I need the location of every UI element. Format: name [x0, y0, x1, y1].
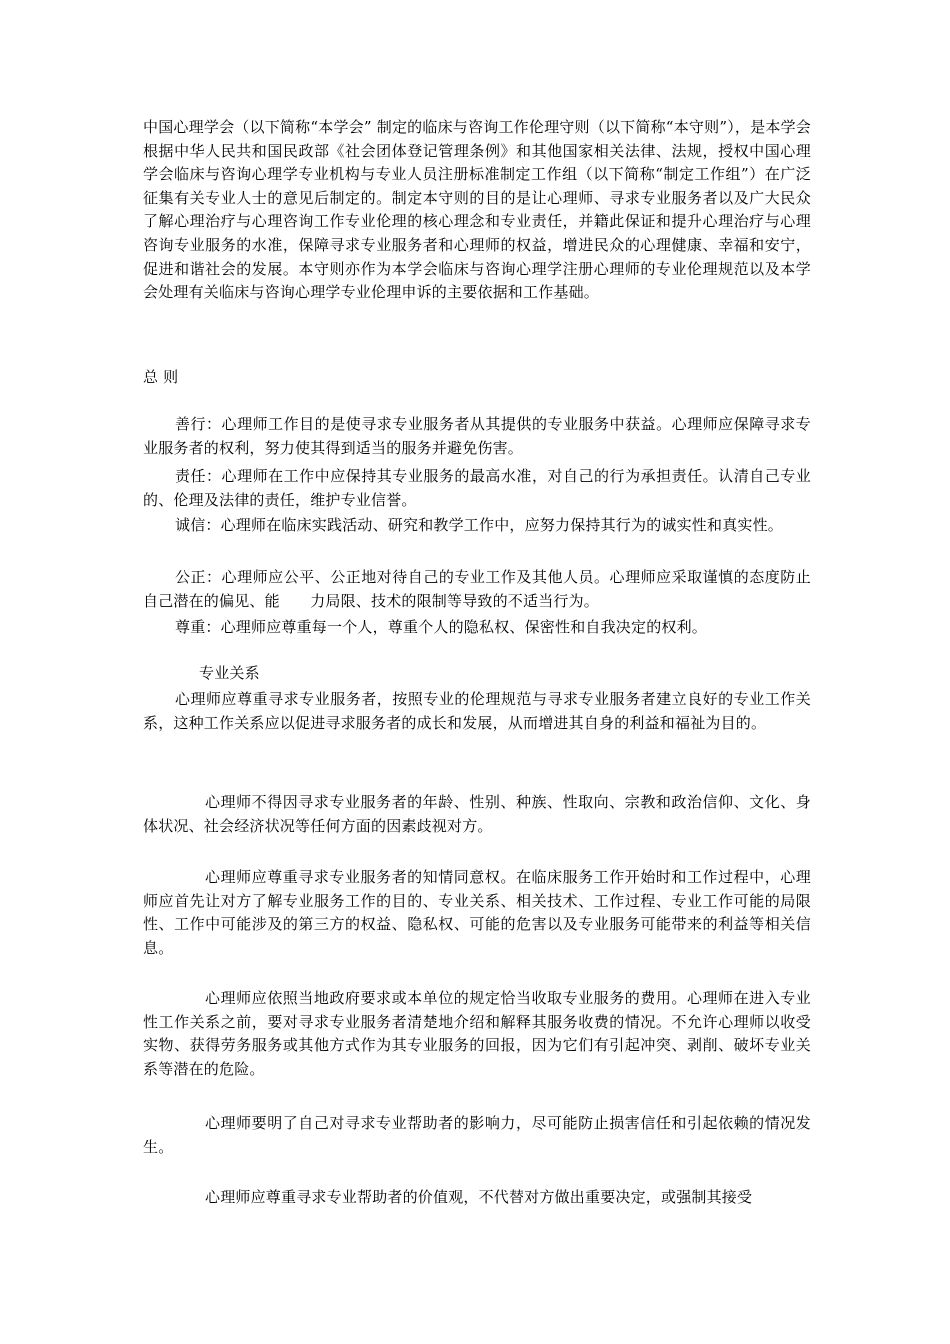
relations-heading: 专业关系: [199, 664, 260, 682]
relations-item-fees: 心理师应依照当地政府要求或本单位的规定恰当收取专业服务的费用。心理师在进入专业性工作关系之前，要对寻求专业服务者清楚地介绍和解释其服务收费的情况。不允许心理师以收受实物、获得劳务服务或其他方式作为其专业服务的回报，因为它们有引起冲突、剥削、破坏专业关系等潜在的危险。: [143, 989, 811, 1078]
relations-item-influence: 心理师要明了自己对寻求专业帮助者的影响力，尽可能防止损害信任和引起依赖的情况发生。: [143, 1114, 811, 1156]
general-heading: 总 则: [143, 368, 179, 386]
principle-respect: 尊重：心理师应尊重每一个人，尊重个人的隐私权、保密性和自我决定的权利。: [175, 618, 708, 636]
relations-intro: 心理师应尊重寻求专业服务者，按照专业的伦理规范与寻求专业服务者建立良好的专业工作关系，这种工作关系应以促进寻求服务者的成长和发展，从而增进其自身的利益和福祉为目的。: [143, 690, 811, 732]
relations-item-values: 心理师应尊重寻求专业帮助者的价值观，不代替对方做出重要决定，或强制其接受: [205, 1188, 753, 1206]
principle-integrity: 诚信：心理师在临床实践活动、研究和教学工作中，应努力保持其行为的诚实性和真实性。: [175, 516, 784, 534]
relations-item-nondiscrimination: 心理师不得因寻求专业服务者的年龄、性别、种族、性取向、宗教和政治信仰、文化、身体状况、社会经济状况等任何方面的因素歧视对方。: [143, 793, 811, 835]
principle-beneficence: 善行：心理师工作目的是使寻求专业服务者从其提供的专业服务中获益。心理师应保障寻求专业服务者的权利，努力使其得到适当的服务并避免伤害。: [143, 415, 811, 457]
principle-justice: 公正：心理师应公平、公正地对待自己的专业工作及其他人员。心理师应采取谨慎的态度防止自己潜在的偏见、能 力局限、技术的限制等导致的不适当行为。: [143, 568, 811, 610]
intro-paragraph: 中国心理学会（以下简称“本学会” 制定的临床与咨询工作伦理守则（以下简称“本守则”），是本学会根据中华人民共和国民政部《社会团体登记管理条例》和其他国家相关法律、法规，授权中国心理学会临床与咨询心理学专业机构与专业人员注册标准制定工作组（以下简称“制定工作组”）在广泛征集有关专业人士的意见后制定的。制定本守则的目的是让心理师、寻求专业服务者以及广大民众了解心理治疗与心理咨询工作专业伦理的核心理念和专业责任，并籍此保证和提升心理治疗与心理咨询专业服务的水准，保障寻求专业服务者和心理师的权益，增进民众的心理健康、幸福和安宁，促进和谐社会的发展。本守则亦作为本学会临床与咨询心理学注册心理师的专业伦理规范以及本学会处理有关临床与咨询心理学专业伦理申诉的主要依据和工作基础。: [143, 118, 811, 302]
relations-item-informed-consent: 心理师应尊重寻求专业服务者的知情同意权。在临床服务工作开始时和工作过程中，心理师应首先让对方了解专业服务工作的目的、专业关系、相关技术、工作过程、专业工作可能的局限性、工作中可能涉及的第三方的权益、隐私权、可能的危害以及专业服务可能带来的利益等相关信息。: [143, 868, 811, 957]
principle-responsibility: 责任：心理师在工作中应保持其专业服务的最高水准，对自己的行为承担责任。认清自己专业的、伦理及法律的责任，维护专业信誉。: [143, 467, 811, 509]
